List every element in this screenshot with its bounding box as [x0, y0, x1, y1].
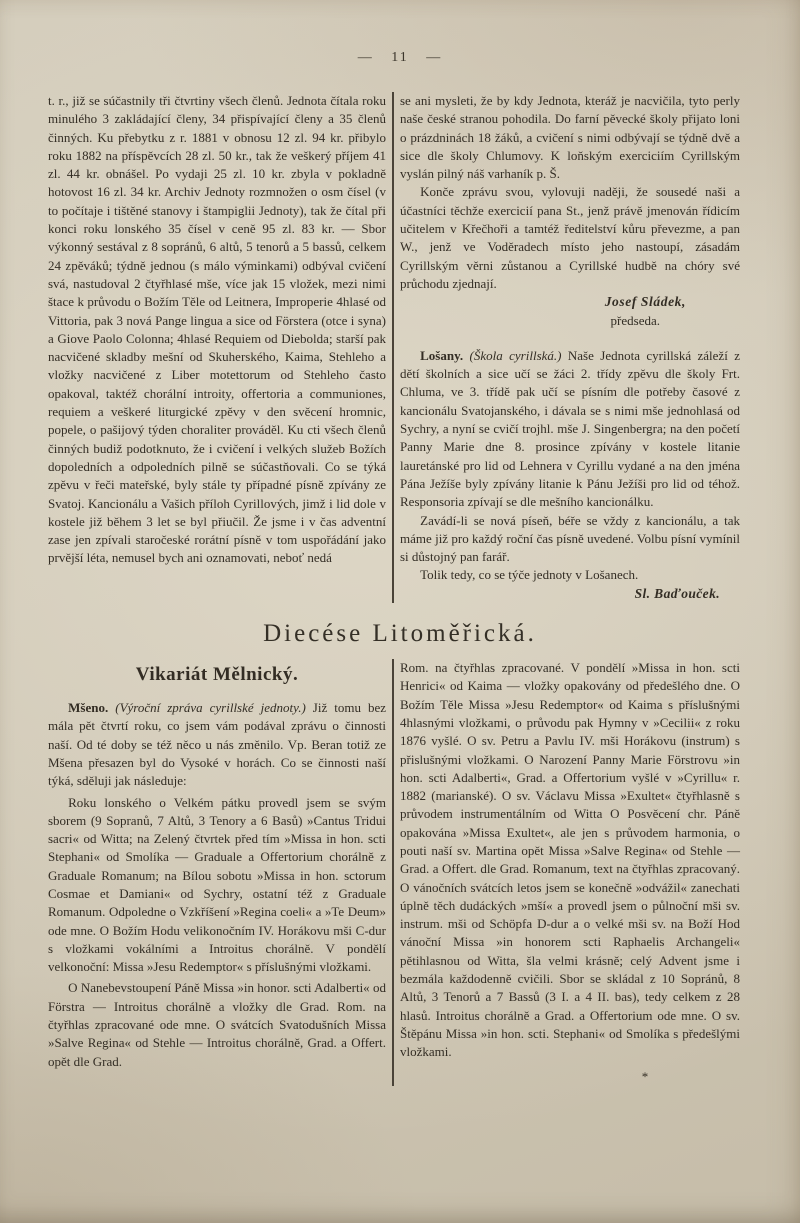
mseno-continuation-paragraph: [400, 659, 740, 1062]
diocese-left-column: [48, 659, 386, 1086]
text-segment: Vikariát Mělnický.: [135, 664, 299, 686]
text-segment: Josef Sládek,: [604, 294, 686, 310]
diocese-right-column: [400, 659, 740, 1086]
signature-role: [400, 312, 740, 330]
vicariate-heading: [48, 663, 386, 687]
text-segment-bold: Lošany.: [420, 347, 470, 363]
footnote-star: [400, 1068, 740, 1086]
text-segment: *: [641, 1068, 649, 1084]
text-segment: Konče zprávu svou, vylovuji naději, že sousedé naši a účastníci těchže exercicií pana St., jenž právě jmenován řídicím učitelem v Křečhoři a tamtéž ředitelství kůru převezme, a pan W., jenž ve Voděradech místo jeho nastoupí, zásadám Cyrillským věrni zůstanou a Cyrillské hudbě na chóry své průchodu zjednají.: [400, 184, 740, 291]
text-segment-bold: Mšeno.: [68, 700, 116, 716]
text-segment: Již tomu bez mála pět čtvrtí roku, co jsem vám podával zprávu o činnosti naší. Od té doby se též něco u nás změnilo. Vp. Beran totiž ze Mšena přesazen byl do Vysoké v horách. Co se činnosti naší týká, sděluji jak následuje:: [48, 700, 386, 789]
text-segment: Roku lonského o Velkém pátku provedl jsem se svým sborem (9 Sopranů, 7 Altů, 3 Tenory a 6 Basů) »Cantus Tridui sacri« od Witta; na Zelený čtvrtek před tím »Missa in hon. scti Stephani« od Smolíka — Graduale a Offertorium chorálně z Graduale Romanum; na Bílou sobotu »Missa in hon. sctorum Cosmae et Damiani« od Sychry, ostatní též z Graduale Romanum. Odpoledne o Vzkříšení »Regina coeli« a »Te Deum» ode mne. O Božím Hodu velikonočním IV. Horákovu mši C-dur s vložkami vokálními a Introitus chorálně. V pondělí velkonoční: Missa »Jesu Redemptor« s příslušnými vložkami.: [48, 794, 386, 975]
text-segment: Zavádí-li se nová píseň, béře se vždy z kancionálu, a tak máme již pro každý roční čas písně uvedené. Volbu písní vymínil si důstojný pan farář.: [400, 512, 740, 565]
signature-name-2: [400, 585, 740, 603]
text-segment: t. r., již se súčastnily tři čtvrtiny všech členů. Jednota čítala roku minulého 3 zakládající členy, 34 přispívající členy a 35 členů činných. Ku přebytku z r. 1881 v obnosu 12 zl. 94 kr. přibylo roku 1882 na příspěvcích 28 zl. 50 kr., tak že veškerý příjem 41 zl. 44 kr. obnášel. Po vydaji 25 zl. 10 kr. zbyla v pokladně hotovost 16 zl. 34 kr. Archiv Jednoty rozmnožen o osm čísel (v to počítaje i tištěné stanovy i štampiglii Jednoty), tak že čítal při konci roku lonského 35 čísel v ceně 95 zl. 83 kr. — Sbor výkonný sestával z 8 sopránů, 6 altů, 5 tenorů a 5 bassů, celkem 24 zpěváků; týdně jednou (s málo výminkami) odbýval cvičení svá, nastudoval 2 čtyřhlasé mše, více jak 15 vložek, mezi nimi štace k průvodu o Božím Těle od Leitnera, Improperie 4hlasé od Vittoria, pak 3 nová Pange lingua a sice od Förstera (otce i syna) a Giove Paolo Colonna; 4hlasé Requiem od Diebolda; starší pak nacvičené skladby mešní od Skuherského, Kaima, Stehleho a vložky nacvičené z Liber motettorum od Stehleho často opakoval, taktéž chorální introity, offertoria a communiones, requiem a veškeré liturgické zpěvy v den svěcení hromnic, popele, o pašijový týden choraliter prováděl. Ku cti všech členů činných budiž podotknuto, že i cvičení i velkých služeb Božích dopoledních a odpoledních pilně se súčastňovali. Co se týká zpěvu v řeči mateřské, byly stále ty případné písně zpívány ze Svatoj. Kancionálu a Vašich příloh Cyrillových, jimž i lid dole v kostele již během 3 let se byl přiučil. Že jsme i v čas adventní zase jen zpívali staročeské rorátní písně v tom uspořádání jako prvější léta, nemusel bych ani oznamovati, neboť nedá: [48, 93, 386, 566]
column-divider-top: [392, 92, 394, 603]
mseno-paragraph-2: [48, 794, 386, 977]
text-segment: Tolik tedy, co se týče jednoty v Lošanech.: [420, 567, 639, 583]
report-right-paragraph-2: [400, 183, 740, 293]
text-segment: předseda.: [610, 312, 660, 328]
text-segment: Naše Jednota cyrillská záleží z dětí školních a sice učí se žáci 2. třídy zpěvu dle školy Frt. Chluma, ve 3. třídě pak učí se písním dle potřeby časové z kancionálu Svatojanského, i dávala se s nimi mše jednohlasá od Sychry, a nyní se cvičí trojhl. mše J. Singenbergra; na den početí Panny Marie dne 8. prosince zpívány v kostele litanie lauretánské pro lid od Lehnera v Cyrillu vydané a na den jména Pána Ježíše byly zpívány litanie k Pánu Ježíši pro lid od téhož. Responsoria zpívají se dle mešního kancionálku.: [400, 347, 740, 510]
diocese-heading: Diecése Litoměřická.: [263, 620, 537, 648]
report-left-paragraph: [48, 92, 386, 568]
text-segment: Sl. Baďouček.: [634, 585, 720, 601]
text-segment-italic: (Výroční zpráva cyrillské jednoty.): [115, 700, 313, 716]
losany-paragraph: [400, 347, 740, 512]
report-left-column: [48, 92, 386, 603]
section-annual-reports: [0, 92, 800, 603]
report-right-paragraph-1: [400, 92, 740, 183]
mseno-paragraph-3: [48, 979, 386, 1070]
column-divider-bottom: [392, 659, 394, 1086]
page-number: — 11 —: [357, 50, 443, 65]
text-segment: Rom. na čtyřhlas zpracované. V pondělí »Missa in hon. scti Henrici« od Kaima — vložky opakovány od předešlého dne. O Božím Těle Missa »Jesu Redemptor« od Kaima s příslušnými 4hlasnými vložkami, o průvodu pak Hymny v »Cecilii« z roku 1876 vyšlé. O sv. Petru a Pavlu IV. mši Horákovu (instrum) s přislušnými vložkami. O Narození Panny Marie Förstrovu »in hon. scti Adalberti«, Grad. a Offertorium vyšlé v »Cyrillu« r. 1882 (marianské). O sv. Václavu Missa »Exultet« čtyřhlasně s průvodem instrumentálním od Witta O Posvěcení chr. Páně opakována »Missa Exultet«, ale jen s průvodem harmonia, o pouti naší sv. Martina opět Missa »Salve Regina« od Stehle — Grad. a Offert. dle Grad. Romanum, text na čtyřhlas zpracovaný. O vánočních svátcích letos jsem se konečně »odvážil« zanechati úplně těch dudáckých »mší« a provedl jsem o půlnoční mši sv. instrum. mši od Schöpfa D-dur a o velké mši sv. na Boží Hod vánoční Missa »in honorem scti Raphaelis Archangeli« pětihlasnou od Witta, šla velmi krásně; celý Advent jsme i bezmála každodenně cvičili. Sbor se skládal z 10 Sopránů, 8 Altů, 3 Tenorů a 7 Bassů (3 I. a 4 II. bas), tedy celkem z 28 hlasů. Introitus chorálně a Grad. a Offertorium ode mne. O sv. Štěpánu Missa »in hon. scti. Stephani« od Smolíka s předešlými vložkami.: [400, 660, 740, 1060]
signature-name: [400, 293, 740, 311]
section-diocese-litomerice: [0, 659, 800, 1086]
losany-paragraph-3: [400, 566, 740, 584]
text-segment: O Nanebevstoupení Páně Missa »in honor. scti Adalberti« od Förstra — Introitus chorálně a vložky dle Grad. Rom. na čtyřhlas zpracované ode mne. O svátcích Svatodušních Missa »Salve Regina« od Stehle — Introitus chorálně, Grad. a Offert. opět dle Grad.: [48, 980, 386, 1069]
report-right-column: [400, 92, 740, 603]
text-segment: se ani mysleti, že by kdy Jednota, kteráž je nacvičila, tyto perly naše české stranou pohodila. Do farní pěvecké školy přijato loni o prázdninách 18 žáků, a cvičení s nimi odbývají se týdně dvě a sice dle školy Chlumovy. K loňským exerciciím Cyrillským vyslán pilný náš varhaník p. Š.: [400, 93, 740, 182]
losany-paragraph-2: [400, 512, 740, 567]
text-segment-italic: (Škola cyrillská.): [469, 347, 568, 363]
mseno-paragraph-1: [48, 699, 386, 790]
